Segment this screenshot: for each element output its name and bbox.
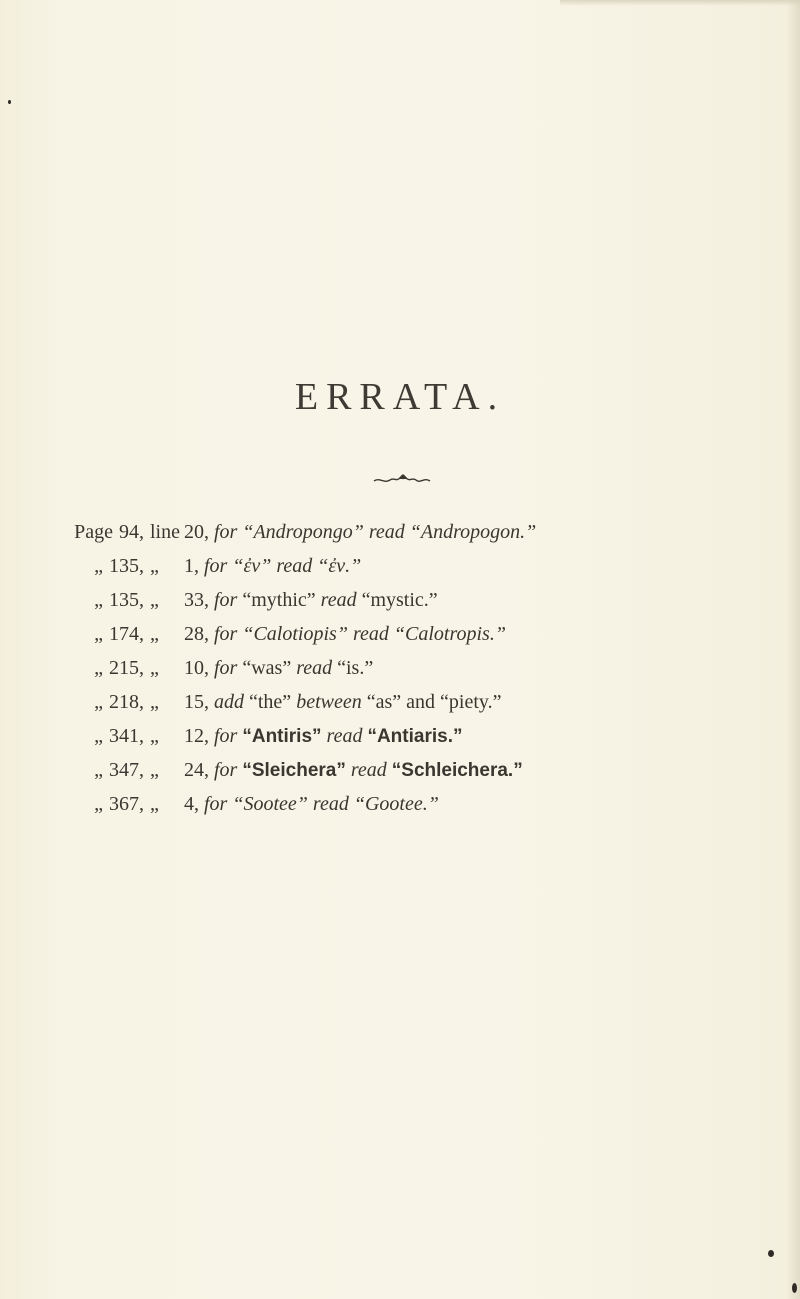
page-ref (62, 583, 144, 617)
line-number: 12, (184, 725, 209, 747)
ditto-mark: „ (94, 555, 103, 577)
instruction-verb: for (214, 657, 238, 679)
ditto-mark: „ (150, 657, 159, 679)
ditto-mark: „ (150, 555, 159, 577)
page-number: 367, (109, 793, 144, 815)
line-number: 28, (184, 623, 209, 645)
page-ref (62, 549, 144, 583)
page-top-edge (560, 0, 800, 6)
page-number: 174, (109, 623, 144, 645)
correction (184, 583, 438, 617)
line-number: 1, (184, 555, 199, 577)
instruction-verb: read (312, 793, 349, 815)
corrected-text: “is.” (337, 657, 374, 679)
ink-spot (8, 100, 11, 104)
correction (184, 753, 523, 788)
ink-spot (768, 1250, 774, 1257)
instruction-verb: read (368, 521, 405, 543)
ditto-mark: „ (150, 691, 159, 713)
page-ref (62, 685, 144, 719)
corrected-text: “as” and “piety.” (366, 691, 502, 713)
instruction-verb: read (350, 759, 387, 781)
instruction-verb: for (214, 725, 238, 747)
erroneous-text: “Sootee” (232, 793, 308, 815)
correction (184, 549, 361, 583)
errata-entry (62, 583, 792, 617)
erroneous-text: “Calotiopis” (242, 623, 348, 645)
correction (184, 787, 439, 821)
instruction-verb: for (214, 521, 238, 543)
page-label: Page (74, 521, 113, 543)
corrected-text: “ἐν.” (317, 555, 362, 577)
errata-entry (62, 617, 792, 651)
errata-entry (62, 685, 792, 719)
erroneous-text: “ἐν” (232, 555, 272, 577)
ditto-mark: „ (94, 657, 103, 679)
instruction-verb: between (296, 691, 362, 713)
corrected-text: “mystic.” (361, 589, 438, 611)
ditto-mark: „ (94, 691, 103, 713)
instruction-verb: read (276, 555, 313, 577)
ditto-mark: „ (94, 623, 103, 645)
instruction-verb: read (326, 725, 363, 747)
correction (184, 651, 373, 685)
instruction-verb: read (296, 657, 333, 679)
correction (184, 719, 462, 754)
erroneous-text: “Andropongo” (242, 521, 364, 543)
page-ref (62, 753, 144, 787)
instruction-verb: add (214, 691, 244, 713)
instruction-verb: for (214, 623, 238, 645)
errata-entry (62, 753, 792, 787)
corrected-text: “Antiaris.” (367, 726, 463, 747)
page-number: 347, (109, 759, 144, 781)
errata-entry (62, 651, 792, 685)
corrected-text: “Gootee.” (353, 793, 439, 815)
line-number: 4, (184, 793, 199, 815)
ink-spot (792, 1283, 797, 1293)
instruction-verb: read (352, 623, 389, 645)
page-ref (62, 617, 144, 651)
page-ref (62, 719, 144, 753)
erroneous-text: “mythic” (242, 589, 316, 611)
erroneous-text: “was” (242, 657, 292, 679)
instruction-verb: read (320, 589, 357, 611)
instruction-verb: for (204, 793, 228, 815)
errata-entry (62, 549, 792, 583)
correction (184, 617, 506, 651)
page-ref (62, 787, 144, 821)
ditto-mark: „ (94, 589, 103, 611)
instruction-verb: for (214, 759, 238, 781)
correction (184, 515, 536, 549)
erroneous-text: “Antiris” (242, 726, 322, 747)
page-ref (62, 651, 144, 685)
page-number: 341, (109, 725, 144, 747)
ditto-mark: „ (150, 725, 159, 747)
erroneous-text: “the” (249, 691, 292, 713)
page-number: 135, (109, 589, 144, 611)
errata-title: ERRATA. (294, 376, 506, 418)
page-number: 94, (119, 521, 144, 543)
instruction-verb: for (214, 589, 238, 611)
correction (184, 685, 501, 719)
corrected-text: “Andropogon.” (409, 521, 537, 543)
errata-entry (62, 515, 792, 549)
ditto-mark: „ (94, 725, 103, 747)
ditto-mark: „ (150, 759, 159, 781)
errata-entry (62, 719, 792, 753)
ornament-rule-icon (372, 472, 432, 486)
ditto-mark: „ (150, 589, 159, 611)
ditto-mark: „ (150, 623, 159, 645)
ditto-mark: „ (94, 793, 103, 815)
line-number: 15, (184, 691, 209, 713)
page-number: 218, (109, 691, 144, 713)
instruction-verb: for (204, 555, 228, 577)
errata-entry (62, 787, 792, 821)
page-number: 135, (109, 555, 144, 577)
corrected-text: “Calotropis.” (393, 623, 506, 645)
line-number: 33, (184, 589, 209, 611)
ditto-mark: „ (94, 759, 103, 781)
errata-list (62, 515, 792, 821)
erroneous-text: “Sleichera” (242, 760, 346, 781)
page-number: 215, (109, 657, 144, 679)
line-label: line (150, 521, 180, 543)
line-number: 20, (184, 521, 209, 543)
line-number: 10, (184, 657, 209, 679)
corrected-text: “Schleichera.” (391, 760, 523, 781)
ditto-mark: „ (150, 793, 159, 815)
page-ref (62, 515, 144, 549)
line-number: 24, (184, 759, 209, 781)
